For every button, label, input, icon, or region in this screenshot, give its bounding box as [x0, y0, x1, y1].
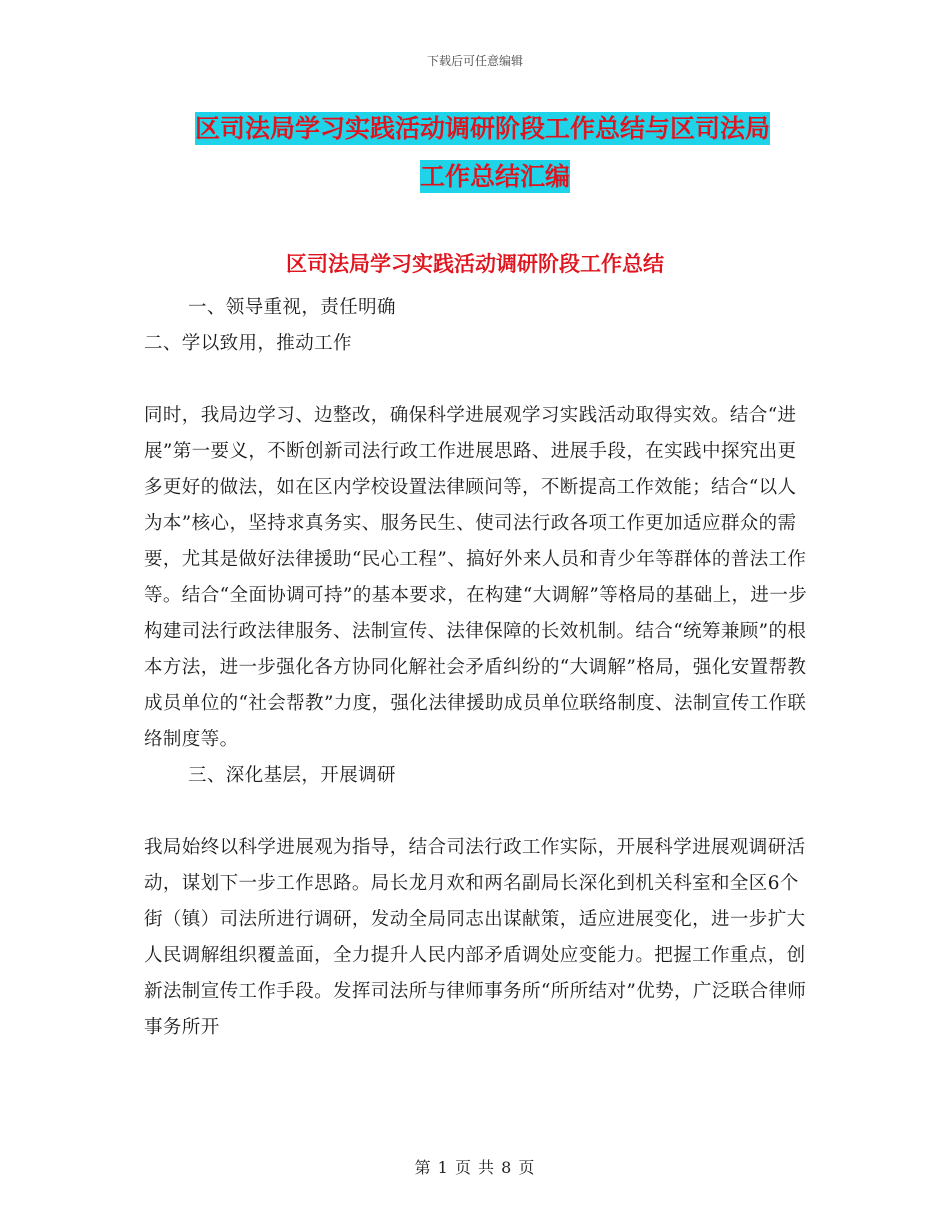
title-line-1 [175, 106, 815, 152]
title-line-1-text: 区司法局学习实践活动调研阶段工作总结与区司法局 [195, 114, 771, 143]
heading-1: 一、领导重视，责任明确 [188, 297, 396, 318]
section-title: 区司法局学习实践活动调研阶段工作总结 [286, 252, 664, 276]
page-number: 第 1 页 共 8 页 [414, 1158, 536, 1177]
paragraph-spacer [144, 794, 809, 830]
paragraph-spacer [144, 362, 809, 398]
title-line-2-text: 工作总结汇编 [419, 162, 570, 191]
paragraph-2: 我局始终以科学进展观为指导，结合司法行政工作实际，开展科学进展观调研活动，谋划下一步工作思路。局长龙月欢和两名副局长深化到机关科室和全区6个街（镇）司法所进行调研，发动全局同志出谋献策，适应进展变化，进一步扩大人民调解组织覆盖面，全力提升人民内部矛盾调处应变能力。把握工作重点，创新法制宣传工作手段。发挥司法所与律师事务所“所所结对”优势，广泛联合律师事务所开 [144, 837, 807, 1038]
heading-2: 二、学以致用，推动工作 [144, 333, 352, 354]
document-body [144, 290, 809, 1046]
document-title [175, 106, 815, 200]
header-note: 下载后可任意编辑 [426, 54, 523, 68]
title-line-2 [175, 154, 815, 200]
paragraph-1: 同时，我局边学习、边整改，确保科学进展观学习实践活动取得实效。结合“进展”第一要义，不断创新司法行政工作进展思路、进展手段，在实践中探究出更多更好的做法，如在区内学校设置法律顾问等，不断提高工作效能；结合“以人为本”核心，坚持求真务实、服务民生、使司法行政各项工作更加适应群众的需要，尤其是做好法律援助“民心工程”、搞好外来人员和青少年等群体的普法工作等。结合“全面协调可持”的基本要求，在构建“大调解”等格局的基础上，进一步构建司法行政法律服务、法制宣传、法律保障的长效机制。结合“统筹兼顾”的根本方法，进一步强化各方协同化解社会矛盾纠纷的“大调解”格局，强化安置帮教成员单位的“社会帮教”力度，强化法律援助成员单位联络制度、法制宣传工作联络制度等。 [144, 405, 808, 750]
heading-3: 三、深化基层，开展调研 [188, 765, 396, 786]
